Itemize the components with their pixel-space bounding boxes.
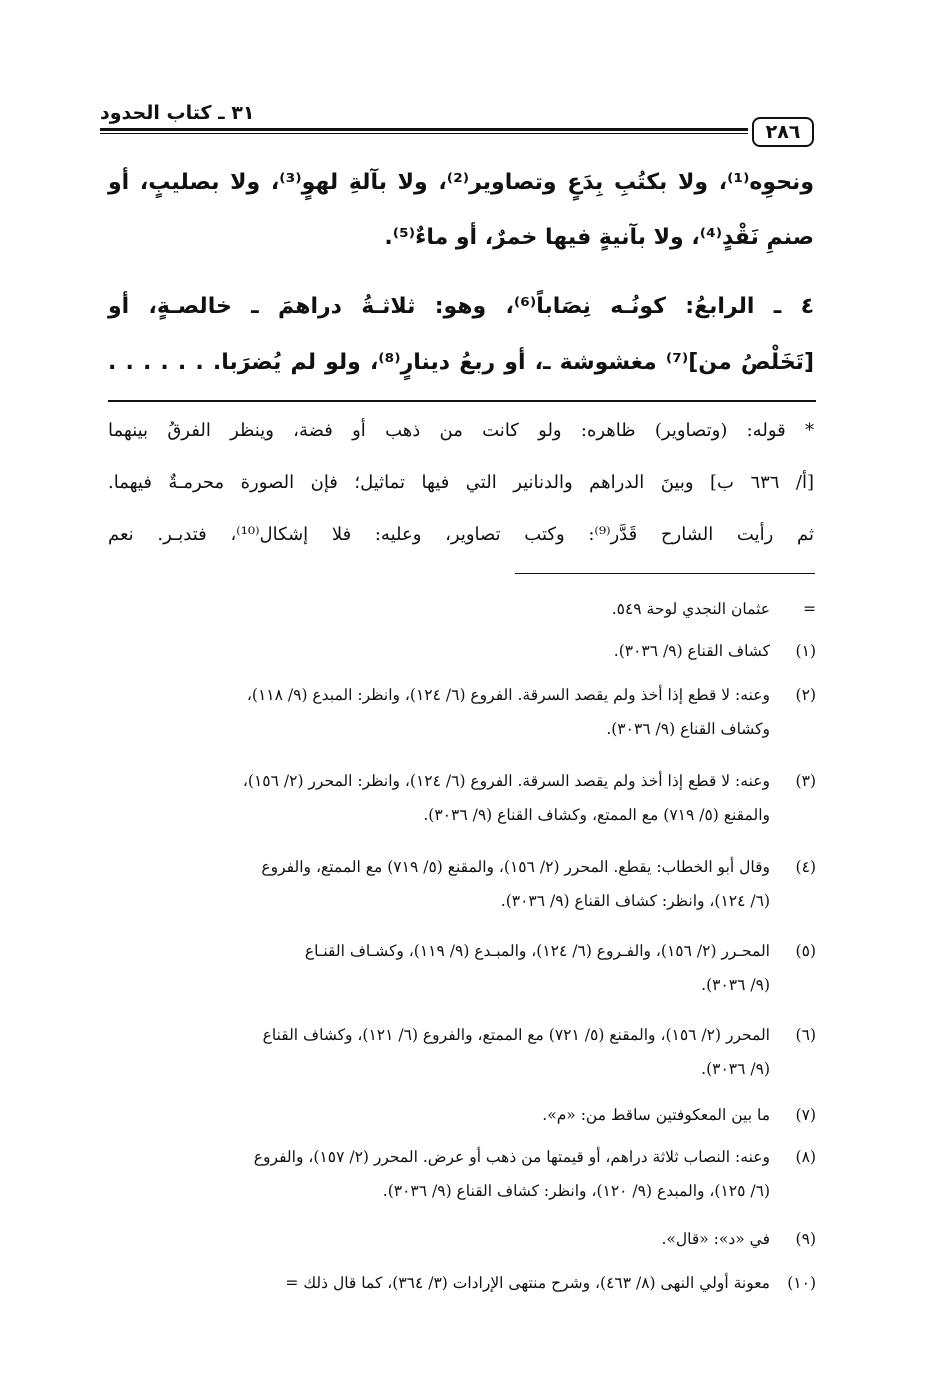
footnote-number: (٥) — [795, 942, 816, 960]
main-text-line: ٤ ـ الرابعُ: كونُـه نِصَاباً⁽⁶⁾، وهو: ثلاثـةُ دراهمَ ـ خالصـةٍ، أو — [108, 294, 814, 319]
footnote — [108, 678, 816, 746]
commentary-line: ثم رأيت الشارح قَدَّر⁽⁹⁾: وكتب تصاوير، وعليه: فلا إشكال⁽¹⁰⁾، فتدبـر. نعم — [108, 524, 814, 545]
footnote-text: عثمان النجدي لوحة ٥٤٩. — [611, 600, 770, 618]
footnote-text: (٦/ ١٢٥)، والمبدع (٩/ ١٢٠)، وانظر: كشاف القناع (٩/ ٣٠٣٦). — [382, 1182, 770, 1200]
footnote-text: وكشاف القناع (٩/ ٣٠٣٦). — [606, 720, 770, 738]
header-rule-thin — [100, 133, 748, 134]
footnote-text: وقال أبو الخطاب: يقطع. المحرر (٢/ ١٥٦)، والمقنع (٥/ ٧١٩) مع الممتع، والفروع — [261, 858, 770, 876]
footnote — [108, 850, 816, 918]
footnote-text: وعنه: لا قطع إذا أخذ ولم يقصد السرقة. الفروع (٦/ ١٢٤)، وانظر: المبدع (٩/ ١١٨)، — [246, 686, 770, 704]
footnote-text: كشاف القناع (٩/ ٣٠٣٦). — [613, 642, 770, 660]
footnote-number: = — [803, 600, 816, 618]
commentary-line: [أ/ ٦٣٦ ب] وبينَ الدراهم والدنانير التي فيها تماثيل؛ فإن الصورة محرمـةٌ فيهما. — [108, 472, 815, 493]
footnote-number: (٢) — [795, 686, 816, 704]
footnote-number: (٦) — [795, 1026, 816, 1044]
main-text-line: ونحوِه⁽¹⁾، ولا بكتُبِ بِدَعٍ وتصاوير⁽²⁾، ولا بآلةِ لهوٍ⁽³⁾، ولا بصليبٍ، أو — [108, 170, 814, 195]
footnote — [108, 1018, 816, 1086]
footnote-text: (٦/ ١٢٤)، وانظر: كشاف القناع (٩/ ٣٠٣٦). — [500, 892, 770, 910]
footnote-number: (١) — [795, 642, 816, 660]
footnote-text: وعنه: لا قطع إذا أخذ ولم يقصد السرقة. الفروع (٦/ ١٢٤)، وانظر: المحرر (٢/ ١٥٦)، — [242, 772, 770, 790]
footnote — [108, 934, 816, 1002]
chapter-title: ٣١ ـ كتاب الحدود — [100, 102, 255, 124]
footnote-number: (٤) — [795, 858, 816, 876]
footnote-number: (٧) — [795, 1106, 816, 1124]
footnote — [108, 634, 816, 668]
footnote-text: المحرر (٢/ ١٥٦)، والمقنع (٥/ ٧٢١) مع الممتع، والفروع (٦/ ١٢١)، وكشاف القناع — [262, 1026, 770, 1044]
footnote-number: (٩) — [795, 1230, 816, 1248]
footnote — [108, 1140, 816, 1208]
footnote — [108, 764, 816, 832]
header-rule — [100, 128, 748, 131]
footnote-number: (١٠) — [787, 1274, 816, 1292]
footnote-text: معونة أولي النهى (٨/ ٤٦٣)، وشرح منتهى الإرادات (٣/ ٣٦٤)، كما قال ذلك = — [285, 1274, 770, 1292]
footnote-text: ما بين المعكوفتين ساقط من: «م». — [542, 1106, 770, 1124]
footnote-text: في «د»: «قال». — [661, 1230, 770, 1248]
footnote-text: وعنه: النصاب ثلاثة دراهم، أو قيمتها من ذهب أو عرض. المحرر (٢/ ١٥٧)، والفروع — [253, 1148, 770, 1166]
main-text-line: صنمِ نَقْدٍ⁽⁴⁾، ولا بآنيةٍ فيها خمرٌ، أو ماءٌ⁽⁵⁾. — [384, 225, 814, 250]
footnote-number: (٨) — [795, 1148, 816, 1166]
main-text-line: [تَخَلْصُ من]⁽⁷⁾ مغشوشة ـ، أو ربعُ دينارٍ⁽⁸⁾، ولو لم يُضرَبا. . . . . . . — [108, 350, 815, 375]
footnote-text: المحـرر (٢/ ١٥٦)، والفـروع (٦/ ١٢٤)، والمبـدع (٩/ ١١٩)، وكشـاف القنـاع — [304, 942, 770, 960]
commentary-line: * قوله: (وتصاوير) ظاهره: ولو كانت من ذهب أو فضة، وينظر الفرقُ بينهما — [108, 420, 814, 441]
footnote — [108, 1222, 816, 1256]
footnote-number: (٣) — [795, 772, 816, 790]
footnote — [108, 592, 816, 626]
footnote-text: والمقنع (٥/ ٧١٩) مع الممتع، وكشاف القناع (٩/ ٣٠٣٦). — [423, 806, 770, 824]
footnote — [108, 1098, 816, 1132]
footnote-text: (٩/ ٣٠٣٦). — [701, 976, 770, 994]
footnote-text: (٩/ ٣٠٣٦). — [701, 1060, 770, 1078]
section-separator — [108, 400, 816, 402]
page-number: ٢٨٦ — [752, 117, 814, 147]
footnote — [108, 1266, 816, 1300]
footnote-separator — [515, 573, 815, 574]
